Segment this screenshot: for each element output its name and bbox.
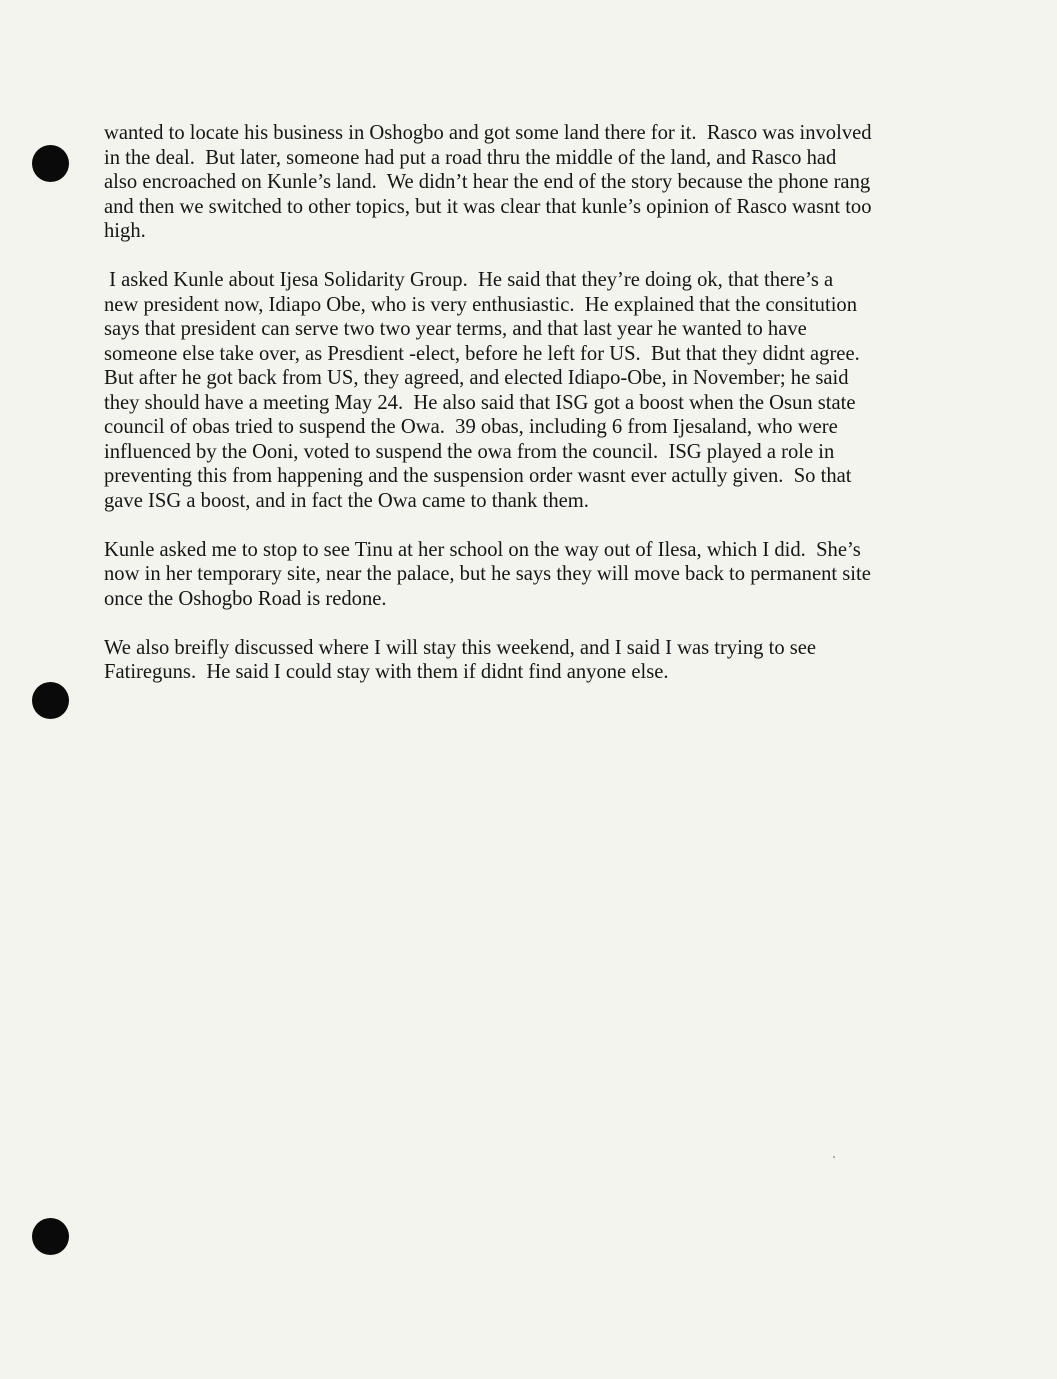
text-line: influenced by the Ooni, voted to suspend the owa from the council. ISG played a role in (104, 440, 835, 463)
paper-speck (833, 1156, 835, 1158)
binder-hole-bottom (32, 1218, 69, 1255)
text-line: new president now, Idiapo Obe, who is very enthusiastic. He explained that the consitution (104, 293, 858, 316)
text-line: Fatireguns. He said I could stay with them if didnt find anyone else. (104, 661, 669, 683)
text-line: also encroached on Kunle’s land. We didn’t hear the end of the story because the phone rang (104, 171, 871, 193)
text-line: someone else take over, as Presdient -elect, before he left for US. But that they didnt agree. (104, 342, 860, 365)
text-line: once the Oshogbo Road is redone. (104, 587, 387, 610)
text-line: But after he got back from US, they agreed, and elected Idiapo-Obe, in November; he said (104, 367, 849, 389)
text-line: they should have a meeting May 24. He also said that ISG got a boost when the Osun state (104, 391, 856, 414)
text-line: We also breifly discussed where I will stay this weekend, and I said I was trying to see (104, 636, 817, 659)
text-line: in the deal. But later, someone had put a road thru the middle of the land, and Rasco had (104, 146, 837, 169)
binder-hole-top (32, 145, 69, 182)
text-line: wanted to locate his business in Oshogbo and got some land there for it. Rasco was involved (104, 122, 872, 144)
document-body (104, 121, 934, 709)
text-line: now in her temporary site, near the palace, but he says they will move back to permanent site (104, 563, 871, 585)
paragraph-rasco-land (104, 121, 934, 244)
paragraph-tinu-school (104, 538, 934, 612)
text-line: I asked Kunle about Ijesa Solidarity Group. He said that they’re doing ok, that there’s a (104, 269, 834, 291)
text-line: preventing this from happening and the suspension order wasnt ever actully given. So that (104, 465, 852, 487)
paragraph-weekend-stay (104, 636, 934, 685)
text-line: Kunle asked me to stop to see Tinu at her school on the way out of Ilesa, which I did. She’s (104, 538, 861, 561)
binder-hole-middle (32, 682, 69, 719)
text-line: gave ISG a boost, and in fact the Owa came to thank them. (104, 489, 589, 512)
paragraph-ijesa-solidarity-group (104, 268, 934, 513)
text-line: and then we switched to other topics, but it was clear that kunle’s opinion of Rasco wasnt too (104, 195, 872, 218)
text-line: council of obas tried to suspend the Owa. 39 obas, including 6 from Ijesaland, who were (104, 416, 838, 438)
text-line: high. (104, 220, 146, 242)
text-line: says that president can serve two two year terms, and that last year he wanted to have (104, 318, 807, 340)
